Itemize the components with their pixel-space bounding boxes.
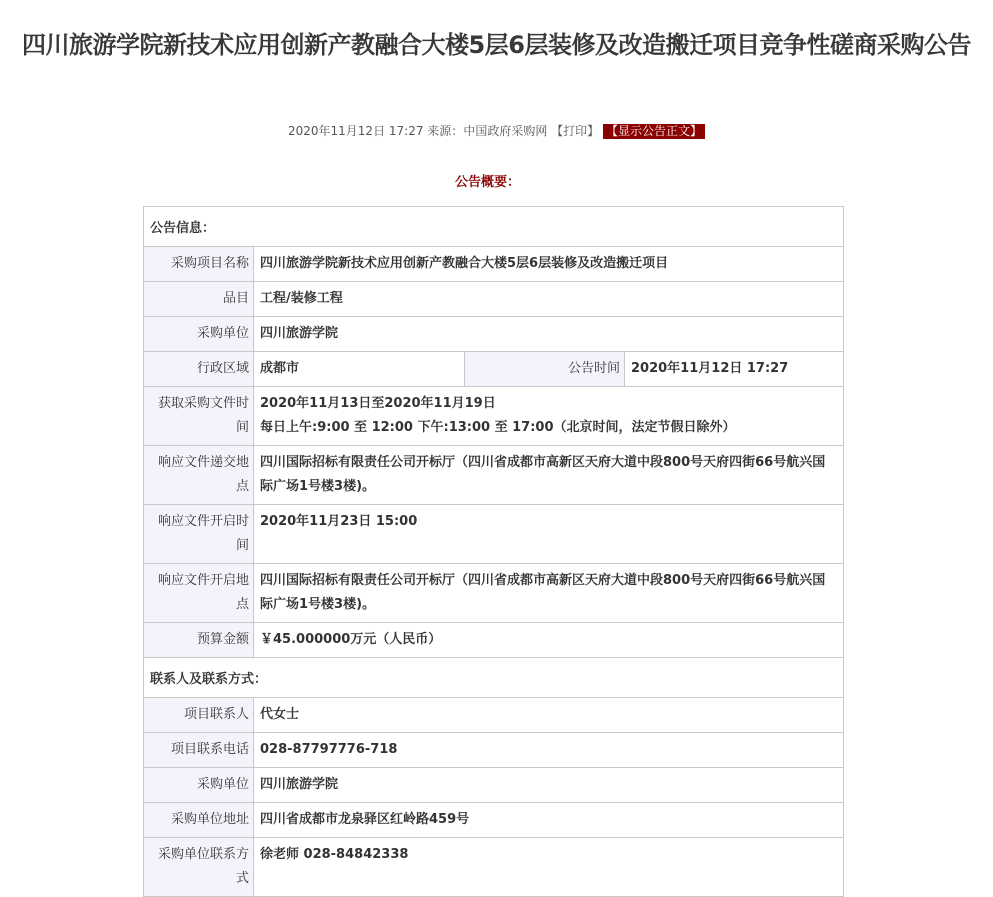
region-value: 成都市: [254, 352, 465, 387]
table-row: [144, 352, 844, 387]
table-row: [144, 658, 844, 698]
source-label: 来源：: [427, 124, 464, 138]
table-row: [144, 803, 844, 838]
announcement-summary-table: [143, 206, 844, 897]
open-time-label: 响应文件开启时间: [144, 505, 254, 564]
table-row: [144, 505, 844, 564]
open-place-value: 四川国际招标有限责任公司开标厅（四川省成都市高新区天府大道中段800号天府四街66号航兴国际广场1号楼3楼)。: [254, 564, 844, 623]
doc-time-dates: 2020年11月13日至2020年11月19日: [260, 396, 496, 411]
table-row: [144, 564, 844, 623]
submit-place-label: 响应文件递交地点: [144, 446, 254, 505]
table-row: [144, 317, 844, 352]
project-name-label: 采购项目名称: [144, 247, 254, 282]
table-row: [144, 698, 844, 733]
show-full-text-button[interactable]: 【显示公告正文】: [603, 124, 705, 139]
budget-value: ￥45.000000万元（人民币）: [254, 623, 844, 658]
table-row: [144, 247, 844, 282]
table-row: [144, 768, 844, 803]
section-announcement-info: 公告信息：: [144, 207, 844, 247]
project-phone-label: 项目联系电话: [144, 733, 254, 768]
doc-time-hours: 每日上午:9:00 至 12:00 下午:13:00 至 17:00（北京时间，法定节假日除外）: [260, 420, 736, 435]
purchaser-contact-label: 采购单位联系方式: [144, 838, 254, 897]
section-contacts: 联系人及联系方式：: [144, 658, 844, 698]
contact-purchaser-label: 采购单位: [144, 768, 254, 803]
publish-time-label: 公告时间: [465, 352, 625, 387]
table-row: [144, 282, 844, 317]
open-place-label: 响应文件开启地点: [144, 564, 254, 623]
purchaser-address-label: 采购单位地址: [144, 803, 254, 838]
open-time-value: 2020年11月23日 15:00: [254, 505, 844, 564]
project-contact-value: 代女士: [254, 698, 844, 733]
budget-label: 预算金额: [144, 623, 254, 658]
source-name: 中国政府采购网: [463, 124, 548, 138]
project-phone-value: 028-87797776-718: [254, 733, 844, 768]
contact-purchaser-value: 四川旅游学院: [254, 768, 844, 803]
doc-time-value: [254, 387, 844, 446]
announcement-meta: [0, 123, 993, 139]
table-row: [144, 838, 844, 897]
purchaser-value: 四川旅游学院: [254, 317, 844, 352]
project-contact-label: 项目联系人: [144, 698, 254, 733]
print-link[interactable]: 【打印】: [551, 124, 600, 138]
doc-time-label: 获取采购文件时间: [144, 387, 254, 446]
summary-title: 公告概要：: [454, 175, 520, 190]
page-title: 四川旅游学院新技术应用创新产教融合大楼5层6层装修及改造搬迁项目竞争性磋商采购公告: [22, 31, 971, 59]
publish-datetime: 2020年11月12日 17:27: [287, 124, 424, 138]
project-name-value: 四川旅游学院新技术应用创新产教融合大楼5层6层装修及改造搬迁项目: [254, 247, 844, 282]
table-row: [144, 207, 844, 247]
table-row: [144, 623, 844, 658]
category-label: 品目: [144, 282, 254, 317]
table-row: [144, 387, 844, 446]
category-value: 工程/装修工程: [254, 282, 844, 317]
table-row: [144, 733, 844, 768]
purchaser-contact-value: 徐老师 028-84842338: [254, 838, 844, 897]
table-row: [144, 446, 844, 505]
region-label: 行政区域: [144, 352, 254, 387]
publish-time-value: 2020年11月12日 17:27: [625, 352, 844, 387]
submit-place-value: 四川国际招标有限责任公司开标厅（四川省成都市高新区天府大道中段800号天府四街66号航兴国际广场1号楼3楼)。: [254, 446, 844, 505]
purchaser-address-value: 四川省成都市龙泉驿区红岭路459号: [254, 803, 844, 838]
purchaser-label: 采购单位: [144, 317, 254, 352]
